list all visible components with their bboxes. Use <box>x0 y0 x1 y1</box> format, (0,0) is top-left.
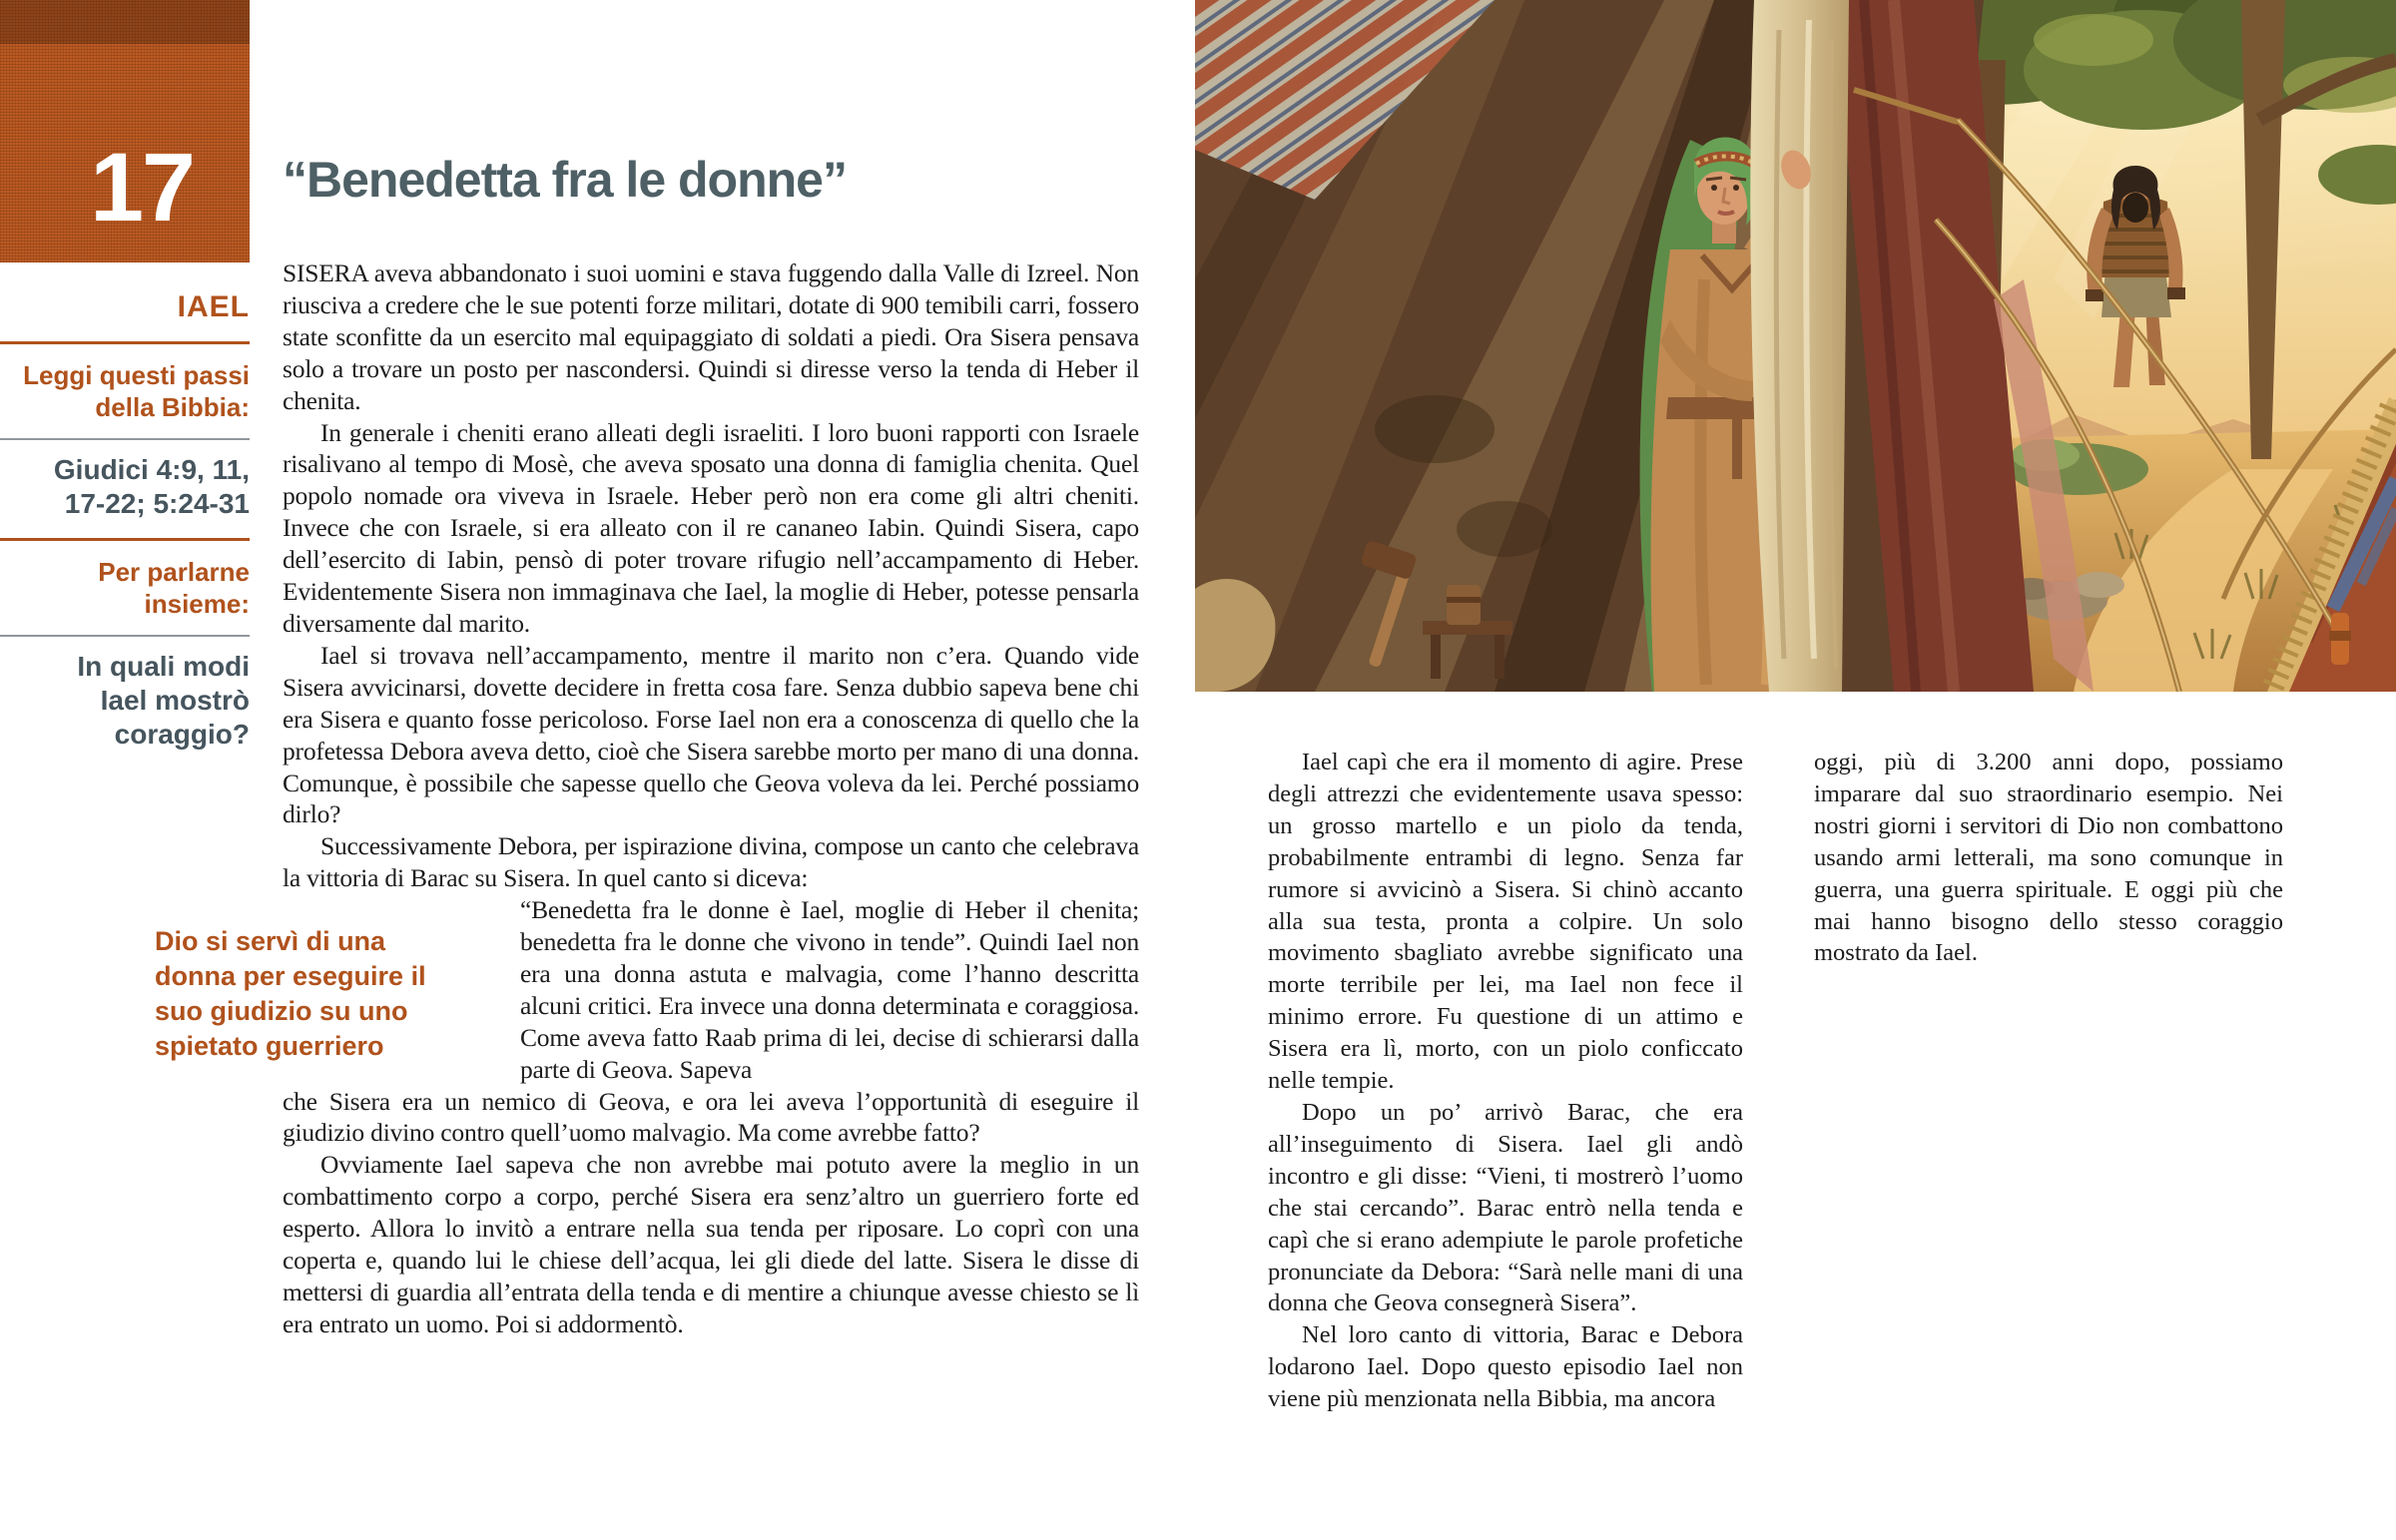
sidebar <box>0 290 250 752</box>
paragraph-2: In generale i cheniti erano alleati degli israeliti. I loro buoni rapporti con Israele risalivano al tempo di Mosè, che aveva sposato una donna di famiglia chenita. Quel popolo nomade ora viveva in Israele. Heber però non era come gli altri cheniti. Invece che con Israele, si era alleato con il re cananeo Iabin. Quindi Sisera, capo dell’esercito di Iabin, pensò di poter trovare rifugio nell’accampamento di Heber. Evidentemente Sisera non immaginava che Iael, la moglie di Heber, potesse pensarla diversamente dal marito. <box>283 417 1139 638</box>
chapter-number: 17 <box>90 132 194 242</box>
paragraph-1: SISERA aveva abbandonato i suoi uomini e stava fuggendo dalla Valle di Izreel. Non riusciva a credere che le sue potenti forze militari, dotate di 900 temibili carri, fossero state sconfitte da un esercito mal equipaggiato di soldati a piedi. Ora Sisera pensava solo a trovare un posto per nascondersi. Quindi si diresse verso la tenda di Heber il chenita. <box>283 258 1139 415</box>
continuation-paragraph-2: Dopo un po’ arrivò Barac, che era all’inseguimento di Sisera. Iael gli andò incontro e gli disse: “Vieni, ti mostrerò l’uomo che stai cercando”. Barac entrò nella tenda e capì che si erano adempiute le parole profetiche pronunciate da Debora: “Sarà nelle mani di una donna che Geova consegnerà Sisera”. <box>1268 1098 1743 1317</box>
discussion-heading: Per parlarne insieme: <box>98 557 250 619</box>
continuation-paragraph-4: oggi, più di 3.200 anni dopo, possiamo imparare dal suo straordinario esempio. Nei nostri giorni i servitori di Dio non combattono usando armi letterali, ma sono comunque in guerra, una guerra spirituale. E oggi più che mai hanno bisogno dello stesso coraggio mostrato da Iael. <box>1814 749 2283 967</box>
illustration-iael-sisera <box>1195 0 2396 692</box>
tent-flap <box>1750 0 1849 692</box>
read-passages-heading-line: Leggi questi passi <box>23 360 250 390</box>
sidebar-divider <box>0 538 250 541</box>
text-column-1 <box>1268 747 1743 1415</box>
paragraph-5: Ovviamente Iael sapeva che non avrebbe mai potuto avere la meglio in un combattimento corpo a corpo, perché Sisera era senz’altro un guerriero forte ed esperto. Allora lo invitò a entrare nella sua tenda per riposare. Lo coprì con una coperta e, quando lui le chiese dell’acqua, lei gli diede del latte. Sisera le disse di mettersi di guardia all’entrata della tenda e di mentire a chiunque avesse chiesto se lì era entrato un uomo. Poi si addormentò. <box>283 1150 1139 1338</box>
read-passages-heading-line: della Bibbia: <box>95 392 250 422</box>
discussion-question-line: coraggio? <box>114 719 250 750</box>
pull-quote-row <box>155 894 1139 1085</box>
profile-name: IAEL <box>177 290 250 323</box>
scripture-citation-line: 17-22; 5:24-31 <box>64 488 250 519</box>
scripture-citation-line: Giudici 4:9, 11, <box>53 454 250 485</box>
sidebar-divider <box>0 438 250 440</box>
tent-peg <box>2329 613 2351 665</box>
illustration-canvas <box>1195 0 2396 692</box>
pull-quote: Dio si servì di una donna per eseguire il suo giudizio su uno spietato guerriero <box>155 926 426 1062</box>
tree-foliage-highlight <box>2034 14 2153 66</box>
paragraph-4-rest: che Sisera era un nemico di Geova, e ora lei aveva l’opportunità di eseguire il giudizio divino contro quell’uomo malvagio. Ma come avrebbe fatto? <box>283 1086 1139 1148</box>
continuation-paragraph-3: Nel loro canto di vittoria, Barac e Debora lodarono Iael. Dopo questo episodio Iael non viene più menzionata nella Bibbia, ma ancora <box>1268 1321 1743 1413</box>
continuation-paragraph-1: Iael capì che era il momento di agire. Prese degli attrezzi che evidentemente usava spesso: un grosso martello e un piolo da tenda, probabilmente entrambi di legno. Senza far rumore si avvicinò a Sisera. Si chinò accanto alla sua testa, pronta a colpire. Un solo movimento sbagliato avrebbe significato una morte terribile per lei, ma Iael non fece il minimo errore. Fu questione di un attimo e Sisera era lì, morto, con un piolo conficcato nelle tempie. <box>1268 749 1743 1095</box>
discussion-question <box>0 650 250 752</box>
discussion-question-line: In quali modi <box>77 651 250 682</box>
read-passages-heading <box>0 359 250 423</box>
paragraph-4-intro: Successivamente Debora, per ispirazione divina, compose un canto che celebrava la vittoria di Barac su Sisera. In quel canto si diceva: <box>283 831 1139 893</box>
scripture-citation <box>0 453 250 521</box>
discussion-question-line: Iael mostrò <box>100 685 250 716</box>
rock <box>2073 572 2124 598</box>
text-column-2 <box>1814 747 2283 969</box>
sidebar-divider <box>0 635 250 637</box>
paragraph-3: Iael si trovava nell’accampamento, mentre il marito non c’era. Quando vide Sisera avvicinarsi, dovette decidere in fretta cosa fare. Senza dubbio sapeva bene chi era Sisera e quanto fosse pericoloso. Forse Iael non era a conoscenza di quello che la profetessa Debora aveva detto, cioè che Sisera sarebbe morto per mano di una donna. Comunque, è possibile che sapesse quello che Geova voleva da lei. Perché possiamo dirlo? <box>283 640 1139 829</box>
paragraph-4-wrapped: “Benedetta fra le donne è Iael, moglie di Heber il chenita; benedetta fra le donne che vivono in tende”. Quindi Iael non era una donna astuta e malvagia, come l’hanno descritta alcuni critici. Era invece una donna determinata e coraggiosa. Come aveva fatto Raab prima di lei, decise di schierarsi dalla parte di Geova. Sapeva <box>520 895 1139 1084</box>
sidebar-divider <box>0 341 250 344</box>
chapter-number-block <box>0 0 250 262</box>
article-title: “Benedetta fra le donne” <box>283 152 847 208</box>
